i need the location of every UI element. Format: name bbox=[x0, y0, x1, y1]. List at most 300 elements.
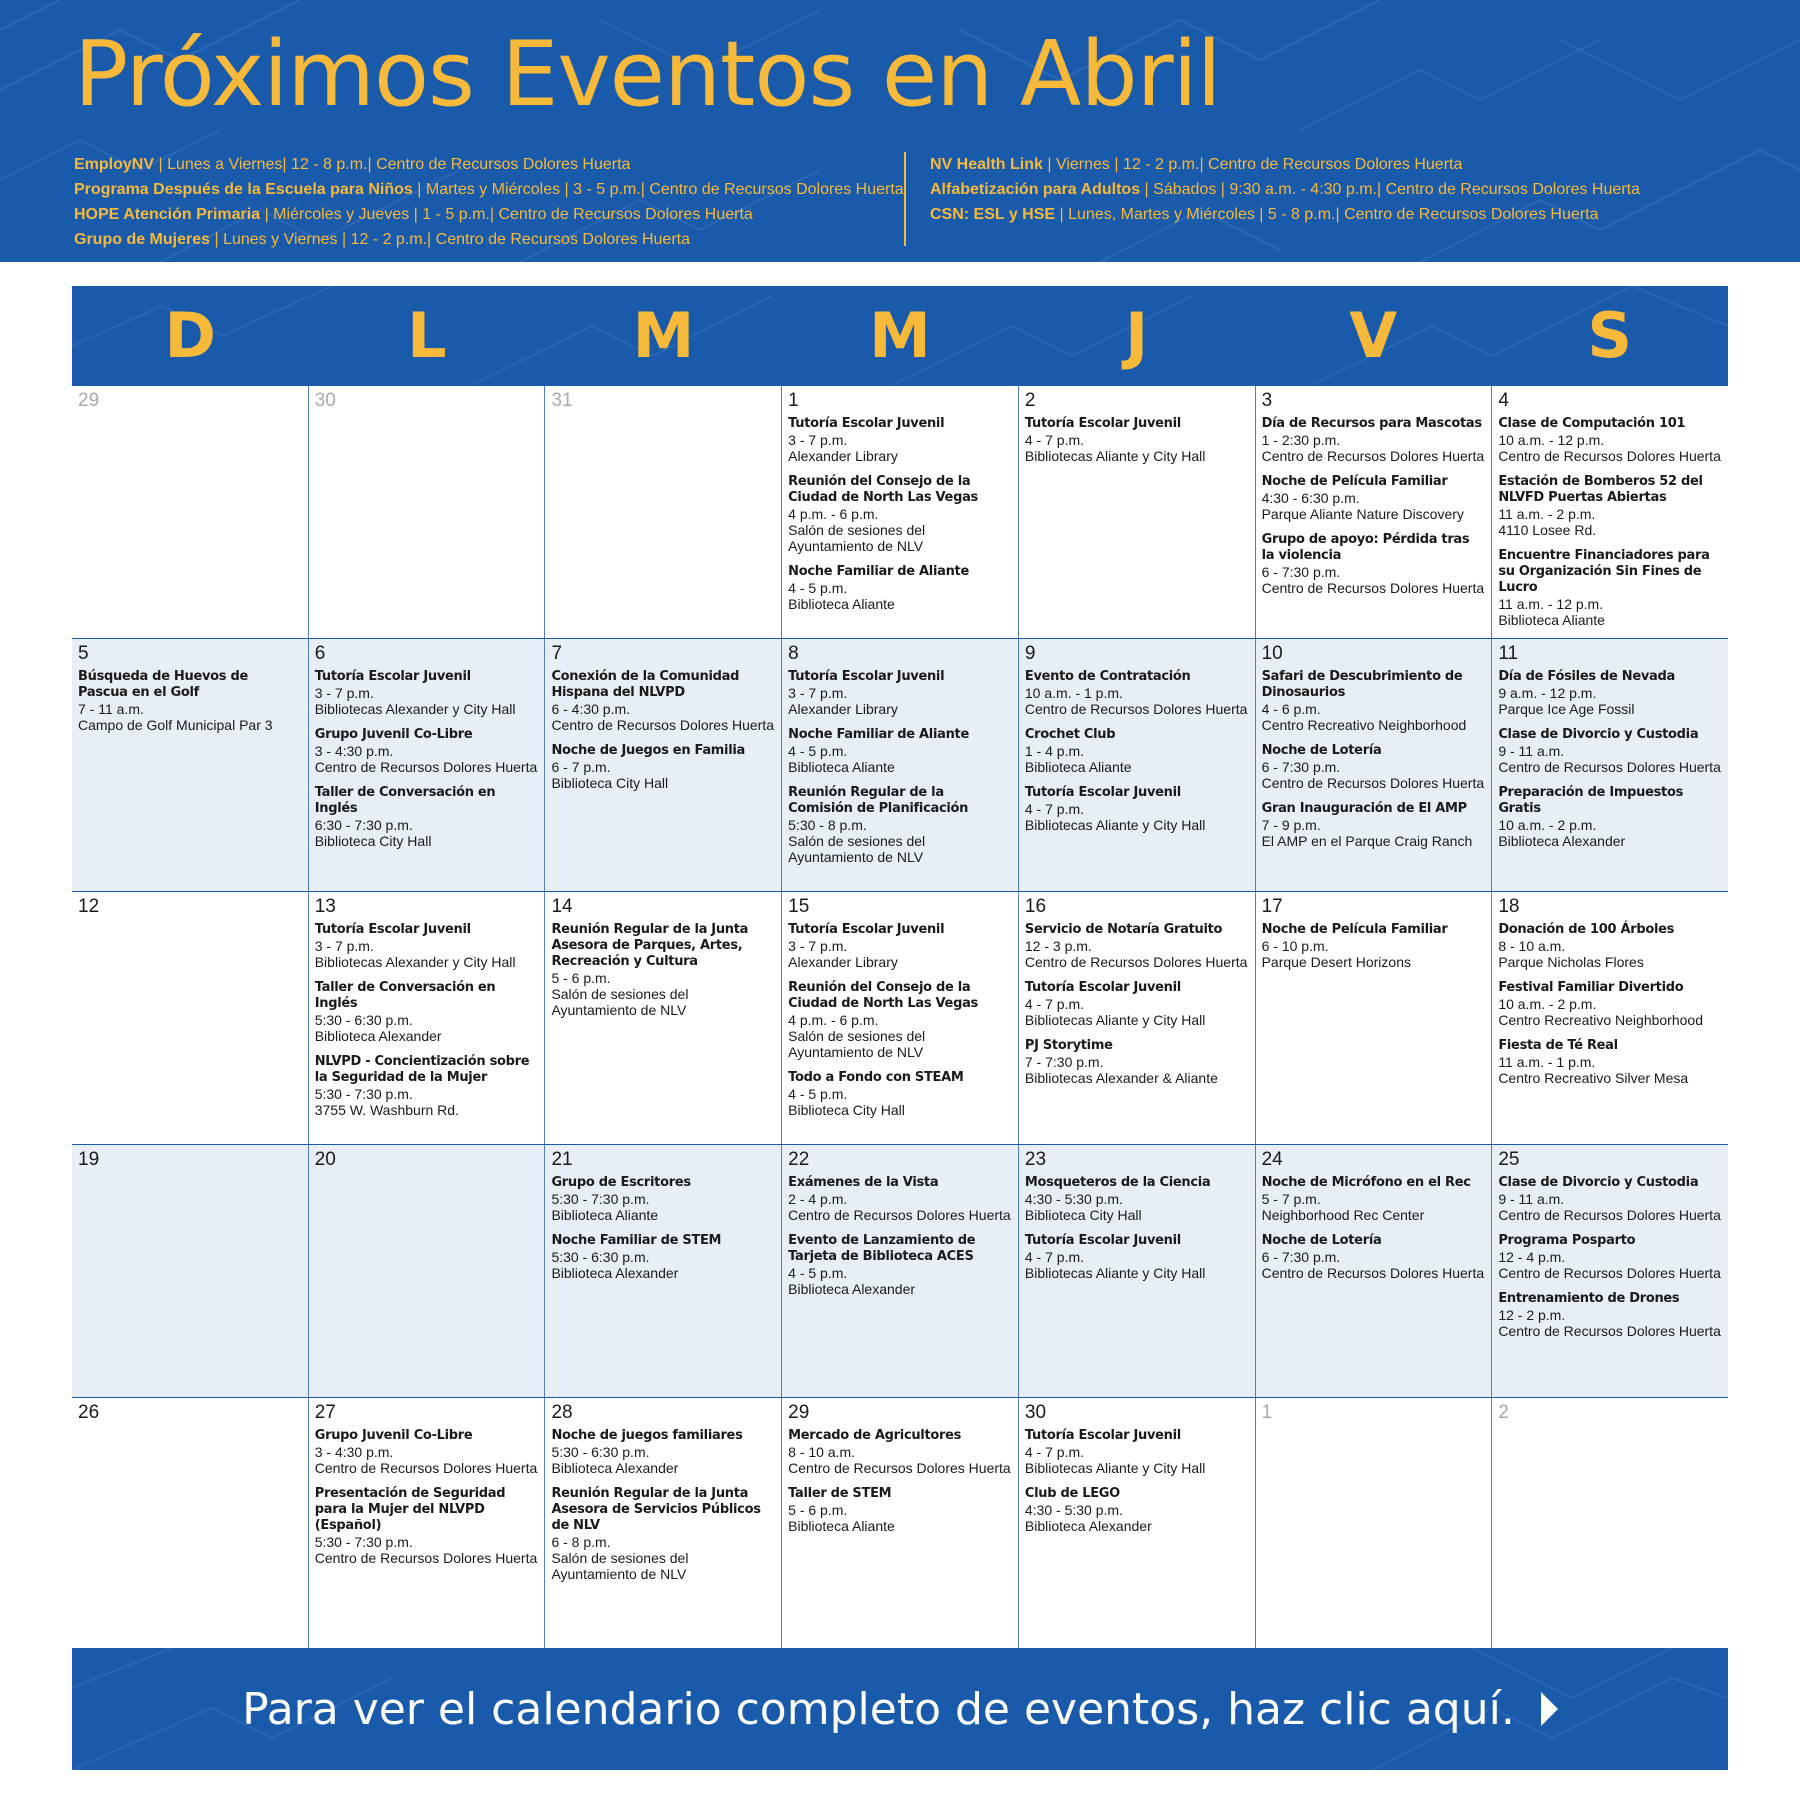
calendar-event bbox=[1025, 416, 1249, 464]
event-location: Salón de sesiones del Ayuntamiento de NLV bbox=[551, 1550, 689, 1582]
event-title: Presentación de Seguridad para la Mujer del NLVPD (Español) bbox=[314, 1486, 506, 1533]
calendar-day-cell-outside-month bbox=[308, 386, 545, 638]
calendar-day-cell bbox=[1018, 386, 1255, 638]
calendar-day-cell-outside-month bbox=[1255, 1398, 1492, 1649]
event-time: 3 - 4:30 p.m. bbox=[314, 1444, 394, 1460]
event-title: Preparación de Impuestos Gratis bbox=[1498, 785, 1684, 816]
event-time: 4:30 - 6:30 p.m. bbox=[1261, 490, 1360, 506]
event-title: PJ Storytime bbox=[1024, 1038, 1113, 1053]
calendar-day-cell bbox=[1255, 1145, 1492, 1397]
calendar-event bbox=[1498, 922, 1722, 970]
calendar-day-cell-outside-month bbox=[72, 386, 308, 638]
weekday-saturday: S bbox=[1587, 299, 1633, 372]
event-location: Biblioteca Aliante bbox=[1498, 612, 1605, 628]
event-location: Centro de Recursos Dolores Huerta bbox=[1498, 448, 1721, 464]
calendar-event bbox=[1025, 1486, 1249, 1534]
day-number: 11 bbox=[1498, 643, 1519, 664]
event-title: Taller de Conversación en Inglés bbox=[314, 980, 496, 1011]
day-number: 14 bbox=[551, 896, 573, 917]
program-detail: | Viernes | 12 - 2 p.m.| Centro de Recursos Dolores Huerta bbox=[1042, 156, 1463, 173]
event-title: Todo a Fondo con STEAM bbox=[788, 1070, 964, 1085]
event-title: Día de Fósiles de Nevada bbox=[1498, 669, 1675, 684]
event-location: Centro de Recursos Dolores Huerta bbox=[1498, 759, 1721, 775]
event-location: Biblioteca Aliante bbox=[788, 1518, 895, 1534]
day-number: 21 bbox=[551, 1149, 573, 1170]
event-title: Tutoría Escolar Juvenil bbox=[1024, 785, 1181, 800]
event-time: 4 - 5 p.m. bbox=[788, 1086, 848, 1102]
event-title: Reunión del Consejo de la Ciudad de North Las Vegas bbox=[788, 474, 978, 505]
event-time: 6:30 - 7:30 p.m. bbox=[314, 817, 413, 833]
event-time: 11 a.m. - 12 p.m. bbox=[1498, 596, 1604, 612]
day-number: 15 bbox=[788, 896, 810, 917]
event-title: Programa Posparto bbox=[1498, 1233, 1636, 1248]
event-title: Festival Familiar Divertido bbox=[1498, 980, 1684, 995]
day-number: 31 bbox=[551, 390, 573, 411]
event-location: Centro de Recursos Dolores Huerta bbox=[1024, 701, 1248, 717]
event-title: NLVPD - Concientización sobre la Seguridad de la Mujer bbox=[314, 1054, 530, 1085]
event-location: Biblioteca Alexander bbox=[551, 1265, 679, 1281]
event-title: Servicio de Notaría Gratuito bbox=[1024, 922, 1223, 937]
event-time: 6 - 4:30 p.m. bbox=[551, 701, 631, 717]
event-title: Tutoría Escolar Juvenil bbox=[314, 669, 471, 684]
day-number: 9 bbox=[1024, 643, 1036, 664]
full-calendar-link-text[interactable]: Para ver el calendario completo de eventos, haz clic aquí. bbox=[242, 1683, 1515, 1735]
day-number: 8 bbox=[788, 643, 799, 664]
calendar-event bbox=[1262, 1175, 1486, 1223]
event-title: Noche Familiar de STEM bbox=[551, 1233, 722, 1248]
day-number: 10 bbox=[1261, 643, 1283, 664]
event-title: Tutoría Escolar Juvenil bbox=[314, 922, 471, 937]
program-detail: | Lunes a Viernes| 12 - 8 p.m.| Centro de Recursos Dolores Huerta bbox=[154, 156, 631, 173]
event-location: Centro de Recursos Dolores Huerta bbox=[1261, 775, 1485, 791]
program-row bbox=[74, 177, 904, 202]
event-title: Tutoría Escolar Juvenil bbox=[788, 922, 945, 937]
calendar-event bbox=[1262, 532, 1486, 596]
program-row bbox=[930, 202, 1640, 227]
event-location: Biblioteca City Hall bbox=[551, 775, 669, 791]
program-name: HOPE Atención Primaria bbox=[74, 206, 261, 223]
event-title: Encuentre Financiadores para su Organización Sin Fines de Lucro bbox=[1498, 548, 1710, 595]
weekday-tuesday: M bbox=[632, 299, 695, 372]
program-detail: | Miércoles y Jueves | 1 - 5 p.m.| Centro de Recursos Dolores Huerta bbox=[260, 206, 753, 223]
calendar-week-row bbox=[72, 638, 1728, 891]
event-time: 7 - 11 a.m. bbox=[78, 701, 144, 717]
event-time: 6 - 10 p.m. bbox=[1261, 938, 1329, 954]
program-row bbox=[930, 177, 1640, 202]
calendar-day-cell bbox=[72, 892, 308, 1144]
event-title: Búsqueda de Huevos de Pascua en el Golf bbox=[78, 669, 248, 700]
calendar-event bbox=[315, 727, 539, 775]
event-location: Biblioteca Alexander bbox=[551, 1460, 679, 1476]
calendar-day-cell bbox=[1018, 1145, 1255, 1397]
event-time: 3 - 7 p.m. bbox=[788, 938, 848, 954]
event-title: Tutoría Escolar Juvenil bbox=[1024, 980, 1181, 995]
event-location: Salón de sesiones del Ayuntamiento de NLV bbox=[551, 986, 689, 1018]
event-title: Tutoría Escolar Juvenil bbox=[788, 416, 945, 431]
event-location: Centro Recreativo Neighborhood bbox=[1261, 717, 1467, 733]
event-time: 4 - 7 p.m. bbox=[1024, 996, 1085, 1012]
event-location: Salón de sesiones del Ayuntamiento de NLV bbox=[788, 1028, 926, 1060]
event-location: Biblioteca Aliante bbox=[788, 759, 895, 775]
calendar-event bbox=[788, 564, 1012, 612]
event-title: Noche Familiar de Aliante bbox=[788, 564, 969, 579]
event-title: Tutoría Escolar Juvenil bbox=[1024, 416, 1181, 431]
calendar-event bbox=[1498, 1175, 1722, 1223]
day-number: 26 bbox=[78, 1402, 100, 1423]
event-title: Mosqueteros de la Ciencia bbox=[1024, 1175, 1211, 1190]
event-time: 12 - 2 p.m. bbox=[1498, 1307, 1566, 1323]
day-number: 1 bbox=[788, 390, 799, 411]
event-location: 4110 Losee Rd. bbox=[1498, 522, 1597, 538]
event-title: Grupo Juvenil Co-Libre bbox=[314, 1428, 473, 1443]
weekday-monday: L bbox=[407, 299, 447, 372]
day-number: 3 bbox=[1261, 390, 1273, 411]
program-detail: | Martes y Miércoles | 3 - 5 p.m.| Centro de Recursos Dolores Huerta bbox=[412, 181, 904, 198]
calendar-event bbox=[551, 743, 775, 791]
event-time: 5:30 - 8 p.m. bbox=[788, 817, 867, 833]
event-location: Biblioteca Aliante bbox=[788, 596, 895, 612]
event-time: 4 - 7 p.m. bbox=[1024, 432, 1085, 448]
calendar-event bbox=[1262, 669, 1486, 733]
event-location: Bibliotecas Alexander y City Hall bbox=[314, 954, 516, 970]
event-location: Biblioteca City Hall bbox=[788, 1102, 905, 1118]
calendar-day-cell bbox=[1255, 639, 1492, 891]
event-location: Alexander Library bbox=[788, 701, 898, 717]
calendar-event bbox=[551, 1486, 775, 1582]
page-title: Próximos Eventos en Abril bbox=[74, 22, 1221, 127]
event-time: 4 - 7 p.m. bbox=[1024, 1249, 1085, 1265]
calendar-event bbox=[788, 1070, 1012, 1118]
event-title: Noche de Micrófono en el Rec bbox=[1261, 1175, 1471, 1190]
header-divider bbox=[904, 152, 906, 246]
event-time: 8 - 10 a.m. bbox=[788, 1444, 856, 1460]
event-time: 12 - 4 p.m. bbox=[1498, 1249, 1566, 1265]
event-location: Alexander Library bbox=[788, 448, 898, 464]
event-time: 1 - 4 p.m. bbox=[1024, 743, 1085, 759]
weekday-header-row bbox=[72, 286, 1728, 385]
program-detail: | Lunes, Martes y Miércoles | 5 - 8 p.m.| Centro de Recursos Dolores Huerta bbox=[1055, 206, 1599, 223]
event-time: 9 - 11 a.m. bbox=[1498, 743, 1565, 759]
program-row bbox=[74, 202, 904, 227]
calendar-event bbox=[315, 1428, 539, 1476]
day-number: 23 bbox=[1024, 1149, 1047, 1170]
event-location: Centro de Recursos Dolores Huerta bbox=[1261, 580, 1485, 596]
event-location: Bibliotecas Aliante y City Hall bbox=[1024, 1460, 1206, 1476]
weekday-sunday: D bbox=[164, 299, 217, 372]
play-triangle-icon[interactable] bbox=[1541, 1692, 1558, 1726]
event-title: Tutoría Escolar Juvenil bbox=[1024, 1428, 1181, 1443]
day-number: 22 bbox=[788, 1149, 810, 1170]
event-location: Bibliotecas Alexander & Aliante bbox=[1024, 1070, 1218, 1086]
event-title: Noche de juegos familiares bbox=[551, 1428, 743, 1443]
event-title: Noche de Película Familiar bbox=[1261, 474, 1448, 489]
program-row bbox=[930, 152, 1640, 177]
calendar-event bbox=[551, 922, 775, 1018]
calendar-event bbox=[1025, 669, 1249, 717]
event-title: Crochet Club bbox=[1024, 727, 1116, 742]
program-name: EmployNV bbox=[74, 156, 155, 173]
day-number: 12 bbox=[78, 896, 100, 917]
event-time: 11 a.m. - 2 p.m. bbox=[1498, 506, 1596, 522]
event-title: Grupo de apoyo: Pérdida tras la violencia bbox=[1261, 532, 1470, 563]
event-location: Centro de Recursos Dolores Huerta bbox=[1024, 954, 1248, 970]
event-time: 4:30 - 5:30 p.m. bbox=[1024, 1502, 1123, 1518]
event-title: Noche de Lotería bbox=[1261, 743, 1382, 758]
day-number: 6 bbox=[314, 643, 326, 664]
event-time: 7 - 9 p.m. bbox=[1261, 817, 1321, 833]
calendar-event bbox=[1498, 1291, 1722, 1339]
program-name: Grupo de Mujeres bbox=[74, 231, 211, 248]
program-detail: | Sábados | 9:30 a.m. - 4:30 p.m.| Centro de Recursos Dolores Huerta bbox=[1140, 181, 1640, 198]
programs-list-right bbox=[930, 152, 1640, 227]
event-time: 4 - 5 p.m. bbox=[788, 580, 848, 596]
calendar-event bbox=[1262, 1233, 1486, 1281]
calendar-day-cell bbox=[1491, 386, 1728, 638]
event-time: 5 - 7 p.m. bbox=[1261, 1191, 1321, 1207]
event-time: 5:30 - 7:30 p.m. bbox=[551, 1191, 650, 1207]
event-time: 5:30 - 6:30 p.m. bbox=[314, 1012, 413, 1028]
weekday-wednesday: M bbox=[869, 299, 931, 372]
event-location: Bibliotecas Aliante y City Hall bbox=[1024, 817, 1206, 833]
calendar-day-cell bbox=[1491, 639, 1728, 891]
calendar-event bbox=[788, 727, 1012, 775]
event-location: Centro de Recursos Dolores Huerta bbox=[551, 717, 774, 733]
event-location: Campo de Golf Municipal Par 3 bbox=[78, 717, 273, 733]
event-title: Evento de Contratación bbox=[1024, 669, 1191, 684]
event-time: 5:30 - 6:30 p.m. bbox=[551, 1249, 650, 1265]
event-time: 4 - 5 p.m. bbox=[788, 1265, 848, 1281]
calendar-event bbox=[788, 474, 1012, 554]
program-detail: | Lunes y Viernes | 12 - 2 p.m.| Centro de Recursos Dolores Huerta bbox=[210, 231, 690, 248]
event-location: Neighborhood Rec Center bbox=[1261, 1207, 1425, 1223]
calendar-event bbox=[1025, 785, 1249, 833]
calendar-event bbox=[1262, 416, 1486, 464]
calendar-event bbox=[78, 669, 302, 733]
calendar-event bbox=[1262, 922, 1486, 970]
calendar-event bbox=[315, 785, 539, 849]
weekday-thursday: J bbox=[1125, 299, 1149, 372]
calendar-day-cell bbox=[308, 1145, 545, 1397]
full-calendar-link[interactable] bbox=[72, 1648, 1728, 1770]
event-location: Parque Nicholas Flores bbox=[1498, 954, 1644, 970]
calendar-day-cell bbox=[781, 639, 1018, 891]
calendar-event bbox=[1025, 727, 1249, 775]
event-title: Mercado de Agricultores bbox=[788, 1428, 962, 1443]
calendar-day-cell bbox=[781, 1145, 1018, 1397]
calendar-event bbox=[315, 980, 539, 1044]
calendar-event bbox=[1025, 1038, 1249, 1086]
event-title: Exámenes de la Vista bbox=[788, 1175, 939, 1190]
calendar-day-cell bbox=[544, 1145, 781, 1397]
event-title: Safari de Descubrimiento de Dinosaurios bbox=[1261, 669, 1463, 700]
calendar-day-cell bbox=[72, 1145, 308, 1397]
programs-list-left bbox=[74, 152, 904, 252]
calendar-event bbox=[551, 669, 775, 733]
event-time: 2 - 4 p.m. bbox=[788, 1191, 848, 1207]
event-time: 6 - 7:30 p.m. bbox=[1261, 1249, 1341, 1265]
event-time: 4 - 7 p.m. bbox=[1024, 1444, 1085, 1460]
calendar-day-cell bbox=[72, 1398, 308, 1649]
program-name: Programa Después de la Escuela para Niños bbox=[74, 181, 413, 198]
event-time: 3 - 7 p.m. bbox=[314, 938, 374, 954]
day-number: 19 bbox=[78, 1149, 100, 1170]
event-location: Bibliotecas Aliante y City Hall bbox=[1024, 1265, 1206, 1281]
event-title: Taller de Conversación en Inglés bbox=[314, 785, 496, 816]
calendar-day-cell bbox=[1491, 1145, 1728, 1397]
calendar-day-cell-outside-month bbox=[1491, 1398, 1728, 1649]
event-time: 5:30 - 7:30 p.m. bbox=[314, 1534, 413, 1550]
calendar-week-row bbox=[72, 1397, 1728, 1650]
calendar-event bbox=[1498, 1233, 1722, 1281]
event-title: Día de Recursos para Mascotas bbox=[1261, 416, 1482, 431]
event-title: Fiesta de Té Real bbox=[1498, 1038, 1618, 1053]
event-title: Reunión Regular de la Junta Asesora de Parques, Artes, Recreación y Cultura bbox=[551, 922, 749, 969]
event-title: Noche de Juegos en Familia bbox=[551, 743, 745, 758]
day-number: 4 bbox=[1498, 390, 1509, 411]
event-title: Grupo Juvenil Co-Libre bbox=[314, 727, 473, 742]
event-time: 4 p.m. - 6 p.m. bbox=[788, 1012, 879, 1028]
event-location: 3755 W. Washburn Rd. bbox=[314, 1102, 459, 1118]
event-location: Salón de sesiones del Ayuntamiento de NLV bbox=[788, 522, 926, 554]
event-time: 5:30 - 7:30 p.m. bbox=[314, 1086, 413, 1102]
event-location: Parque Desert Horizons bbox=[1261, 954, 1411, 970]
day-number: 2 bbox=[1498, 1402, 1509, 1423]
calendar-event bbox=[551, 1233, 775, 1281]
event-title: Estación de Bomberos 52 del NLVFD Puertas Abiertas bbox=[1498, 474, 1703, 505]
day-number: 29 bbox=[78, 390, 100, 411]
event-time: 6 - 7 p.m. bbox=[551, 759, 611, 775]
calendar-event bbox=[315, 669, 539, 717]
event-time: 10 a.m. - 1 p.m. bbox=[1024, 685, 1123, 701]
calendar-event bbox=[788, 922, 1012, 970]
event-time: 4 p.m. - 6 p.m. bbox=[788, 506, 879, 522]
event-location: Centro de Recursos Dolores Huerta bbox=[1261, 448, 1485, 464]
weeks-container bbox=[72, 385, 1728, 1650]
event-time: 5:30 - 6:30 p.m. bbox=[551, 1444, 650, 1460]
event-time: 4:30 - 5:30 p.m. bbox=[1024, 1191, 1123, 1207]
program-name: Alfabetización para Adultos bbox=[930, 181, 1141, 198]
event-location: Centro de Recursos Dolores Huerta bbox=[1498, 1323, 1721, 1339]
event-location: Biblioteca City Hall bbox=[1024, 1207, 1142, 1223]
day-number: 28 bbox=[551, 1402, 573, 1423]
calendar-day-cell bbox=[308, 639, 545, 891]
calendar-day-cell bbox=[1255, 892, 1492, 1144]
event-location: Parque Aliante Nature Discovery bbox=[1261, 506, 1464, 522]
event-title: Taller de STEM bbox=[788, 1486, 892, 1501]
calendar-day-cell bbox=[72, 639, 308, 891]
event-title: Entrenamiento de Drones bbox=[1498, 1291, 1680, 1306]
day-number: 2 bbox=[1024, 390, 1036, 411]
calendar-event bbox=[788, 1486, 1012, 1534]
day-number: 1 bbox=[1261, 1402, 1273, 1423]
event-title: Reunión Regular de la Junta Asesora de Servicios Públicos de NLV bbox=[551, 1486, 761, 1533]
calendar-day-cell bbox=[1018, 892, 1255, 1144]
program-name: CSN: ESL y HSE bbox=[930, 206, 1056, 223]
event-location: Centro de Recursos Dolores Huerta bbox=[788, 1207, 1011, 1223]
event-location: Centro de Recursos Dolores Huerta bbox=[788, 1460, 1011, 1476]
calendar-event bbox=[1262, 474, 1486, 522]
calendar-day-cell-outside-month bbox=[544, 386, 781, 638]
day-number: 30 bbox=[1024, 1402, 1047, 1423]
event-title: Clase de Computación 101 bbox=[1498, 416, 1686, 431]
calendar-event bbox=[788, 1233, 1012, 1297]
event-location: Centro de Recursos Dolores Huerta bbox=[1498, 1207, 1721, 1223]
calendar-event bbox=[315, 1486, 539, 1566]
event-location: Biblioteca City Hall bbox=[314, 833, 432, 849]
event-time: 3 - 4:30 p.m. bbox=[314, 743, 394, 759]
program-name: NV Health Link bbox=[930, 156, 1043, 173]
event-time: 3 - 7 p.m. bbox=[788, 432, 848, 448]
event-time: 10 a.m. - 2 p.m. bbox=[1498, 996, 1597, 1012]
calendar-event bbox=[551, 1175, 775, 1223]
day-number: 27 bbox=[314, 1402, 336, 1423]
calendar-grid bbox=[72, 286, 1728, 1650]
calendar-event bbox=[1262, 801, 1486, 849]
program-row bbox=[74, 152, 904, 177]
event-time: 10 a.m. - 12 p.m. bbox=[1498, 432, 1605, 448]
event-location: Parque Ice Age Fossil bbox=[1498, 701, 1635, 717]
event-time: 6 - 7:30 p.m. bbox=[1261, 759, 1341, 775]
calendar-event bbox=[1498, 1038, 1722, 1086]
event-title: Noche de Lotería bbox=[1261, 1233, 1382, 1248]
calendar-day-cell bbox=[544, 1398, 781, 1649]
event-time: 3 - 7 p.m. bbox=[314, 685, 374, 701]
event-location: Alexander Library bbox=[788, 954, 898, 970]
event-time: 7 - 7:30 p.m. bbox=[1024, 1054, 1104, 1070]
event-location: Bibliotecas Aliante y City Hall bbox=[1024, 1012, 1206, 1028]
calendar-event bbox=[788, 669, 1012, 717]
event-location: Salón de sesiones del Ayuntamiento de NLV bbox=[788, 833, 926, 865]
event-time: 9 - 11 a.m. bbox=[1498, 1191, 1565, 1207]
event-time: 12 - 3 p.m. bbox=[1024, 938, 1092, 954]
calendar-event bbox=[788, 1428, 1012, 1476]
event-location: Bibliotecas Aliante y City Hall bbox=[1024, 448, 1206, 464]
event-title: Reunión del Consejo de la Ciudad de North Las Vegas bbox=[788, 980, 978, 1011]
event-title: Noche Familiar de Aliante bbox=[788, 727, 969, 742]
calendar-event bbox=[1498, 474, 1722, 538]
event-time: 8 - 10 a.m. bbox=[1498, 938, 1566, 954]
day-number: 18 bbox=[1498, 896, 1520, 917]
day-number: 7 bbox=[551, 643, 563, 664]
event-location: Bibliotecas Alexander y City Hall bbox=[314, 701, 516, 717]
calendar-day-cell bbox=[1018, 639, 1255, 891]
calendar-week-row bbox=[72, 891, 1728, 1144]
calendar-day-cell bbox=[1018, 1398, 1255, 1649]
event-title: Club de LEGO bbox=[1024, 1486, 1120, 1501]
event-time: 10 a.m. - 2 p.m. bbox=[1498, 817, 1597, 833]
day-number: 24 bbox=[1261, 1149, 1283, 1170]
calendar-event bbox=[315, 1054, 539, 1118]
event-location: Biblioteca Alexander bbox=[788, 1281, 916, 1297]
calendar-week-row bbox=[72, 1144, 1728, 1397]
event-title: Noche de Película Familiar bbox=[1261, 922, 1448, 937]
calendar-event bbox=[1498, 727, 1722, 775]
day-number: 20 bbox=[314, 1149, 336, 1170]
event-location: Centro de Recursos Dolores Huerta bbox=[314, 1460, 538, 1476]
calendar-event bbox=[1025, 1175, 1249, 1223]
event-location: Biblioteca Alexander bbox=[1498, 833, 1626, 849]
event-title: Donación de 100 Árboles bbox=[1498, 922, 1675, 937]
calendar-day-cell bbox=[544, 639, 781, 891]
event-title: Evento de Lanzamiento de Tarjeta de Biblioteca ACES bbox=[788, 1233, 976, 1264]
calendar-event bbox=[1025, 922, 1249, 970]
event-location: Centro de Recursos Dolores Huerta bbox=[314, 759, 538, 775]
day-number: 29 bbox=[788, 1402, 810, 1423]
event-time: 4 - 5 p.m. bbox=[788, 743, 848, 759]
day-number: 5 bbox=[78, 643, 89, 664]
event-time: 5 - 6 p.m. bbox=[551, 970, 611, 986]
event-title: Clase de Divorcio y Custodia bbox=[1498, 1175, 1699, 1190]
